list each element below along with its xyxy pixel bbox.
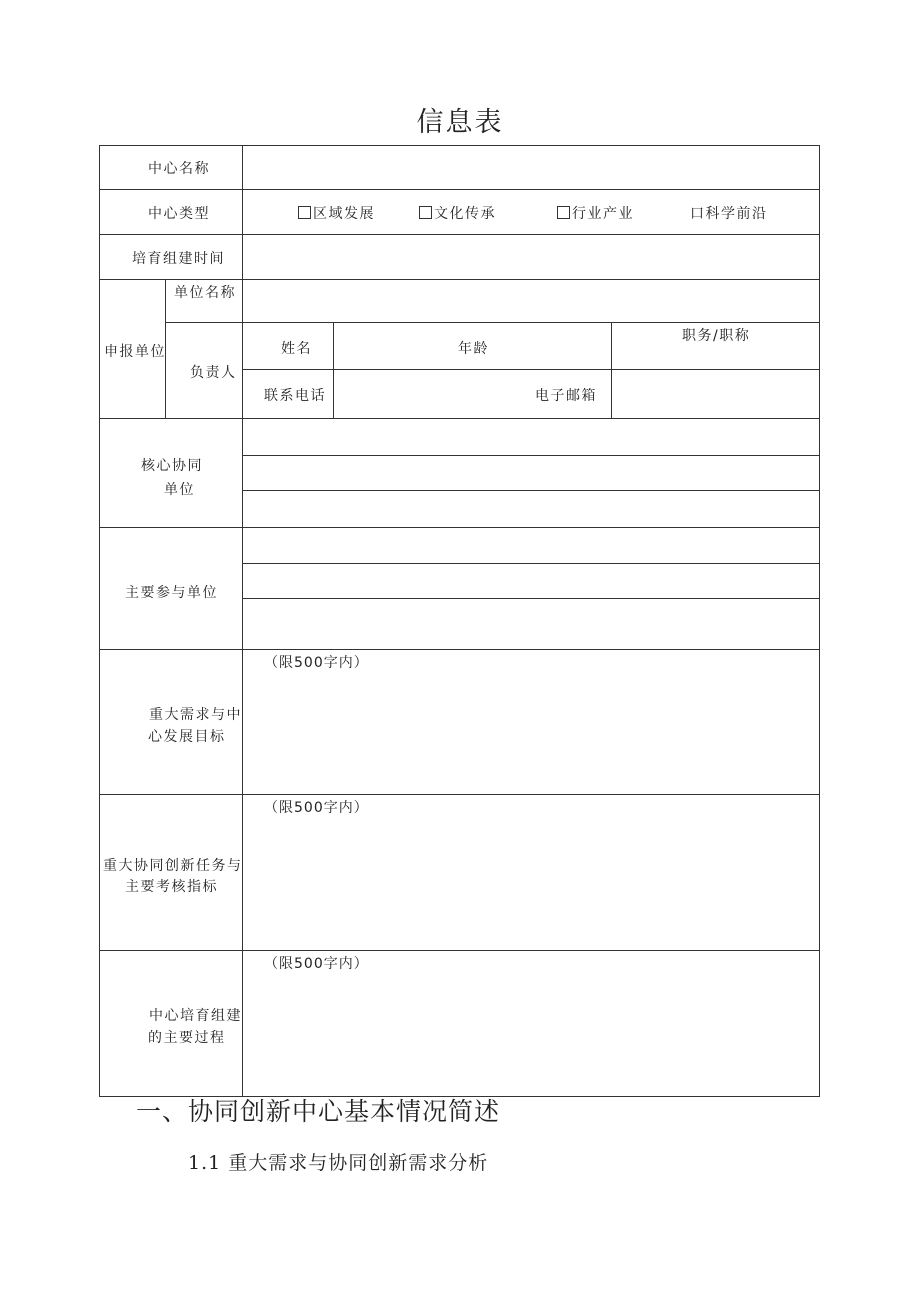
tasks-textarea[interactable] [244, 817, 818, 949]
participants-fields[interactable] [244, 529, 818, 648]
label-tasks-line2: 主要考核指标 [125, 879, 218, 895]
checkbox-icon[interactable] [419, 206, 432, 219]
needs-textarea[interactable] [244, 672, 818, 792]
label-responsible: 负责人 [190, 365, 237, 381]
label-center-type: 中心类型 [148, 206, 210, 222]
section-heading-1-1: 1.1 重大需求与协同创新需求分析 [188, 1152, 489, 1174]
section-heading-1: 一、协同创新中心基本情况简述 [136, 1097, 501, 1126]
limit-note: （限500字内） [264, 800, 369, 816]
label-main-participants: 主要参与单位 [125, 585, 218, 601]
label-core-unit-line1: 核心协同 [141, 458, 203, 474]
label-build-time: 培育组建时间 [132, 251, 225, 267]
label-age: 年龄 [458, 341, 489, 357]
label-email: 电子邮箱 [535, 388, 597, 404]
process-textarea[interactable] [244, 973, 818, 1095]
limit-note: （限500字内） [264, 956, 369, 972]
label-position: 职务/职称 [682, 328, 751, 344]
label-applicant: 申报单位 [104, 344, 166, 360]
center-name-field[interactable] [244, 147, 818, 188]
checkbox-icon[interactable] [298, 206, 311, 219]
checkbox-mark[interactable]: 口 [690, 206, 706, 222]
build-time-field[interactable] [244, 236, 818, 278]
unit-name-field[interactable] [244, 281, 818, 321]
label-process-line2: 的主要过程 [148, 1030, 226, 1046]
option-industry[interactable]: 行业产业 [557, 203, 634, 223]
label-core-unit-line2: 单位 [164, 482, 195, 498]
limit-note: （限500字内） [264, 655, 369, 671]
option-science-frontier[interactable]: 口科学前沿 [690, 206, 768, 222]
option-cultural-heritage[interactable]: 文化传承 [419, 203, 496, 223]
label-needs-line2: 心发展目标 [148, 729, 226, 745]
label-center-name: 中心名称 [148, 161, 210, 177]
checkbox-icon[interactable] [557, 206, 570, 219]
label-name: 姓名 [281, 341, 312, 357]
label-unit-name: 单位名称 [174, 285, 236, 301]
label-process-line1: 中心培育组建 [149, 1008, 242, 1024]
email-field[interactable] [613, 371, 818, 417]
label-tasks-line1: 重大协同创新任务与 [103, 858, 243, 874]
page-title: 信息表 [416, 107, 504, 138]
option-regional-development[interactable]: 区域发展 [298, 203, 375, 223]
label-phone: 联系电话 [264, 388, 326, 404]
label-needs-line1: 重大需求与中 [149, 707, 242, 723]
core-unit-fields[interactable] [244, 420, 818, 526]
